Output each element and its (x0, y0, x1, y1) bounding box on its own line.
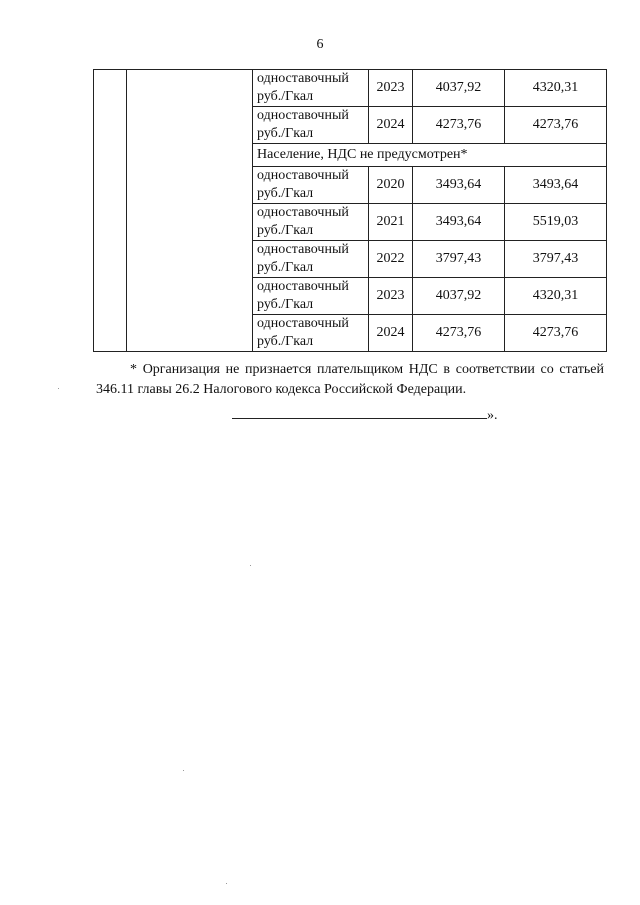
unit-cell: одноставочный руб./Гкал (253, 107, 369, 144)
section-title: Население, НДС не предусмотрен* (253, 144, 607, 167)
year-cell: 2021 (369, 204, 413, 241)
unit-cell: одноставочный руб./Гкал (253, 278, 369, 315)
organization-cell (127, 70, 253, 352)
closing-line (232, 404, 498, 424)
tariff-second-half-cell: 3493,64 (505, 167, 607, 204)
unit-cell: одноставочный руб./Гкал (253, 315, 369, 352)
tariff-second-half-cell: 4273,76 (505, 107, 607, 144)
year-cell: 2020 (369, 167, 413, 204)
year-cell: 2022 (369, 241, 413, 278)
closing-mark: ». (487, 408, 498, 423)
closing-rule (232, 404, 487, 419)
scan-speck (183, 770, 184, 771)
number-cell (94, 70, 127, 352)
scan-speck (226, 883, 227, 884)
tariff-second-half-cell: 4320,31 (505, 70, 607, 107)
year-cell: 2023 (369, 70, 413, 107)
tariff-table (93, 69, 607, 352)
tariff-first-half-cell: 4273,76 (413, 107, 505, 144)
unit-cell: одноставочный руб./Гкал (253, 70, 369, 107)
page-number: 6 (316, 37, 324, 52)
year-cell: 2023 (369, 278, 413, 315)
tariff-first-half-cell: 3493,64 (413, 167, 505, 204)
tariff-second-half-cell: 5519,03 (505, 204, 607, 241)
year-cell: 2024 (369, 315, 413, 352)
tariff-second-half-cell: 4320,31 (505, 278, 607, 315)
footnote: * Организация не признается плательщиком НДС в соответствии со статьей 346.11 главы 26.2 Налогового кодекса Российской Федерации. (96, 362, 604, 397)
tariff-first-half-cell: 3797,43 (413, 241, 505, 278)
tariff-first-half-cell: 4037,92 (413, 70, 505, 107)
tariff-first-half-cell: 4037,92 (413, 278, 505, 315)
scan-speck (58, 388, 59, 389)
unit-cell: одноставочный руб./Гкал (253, 241, 369, 278)
year-cell: 2024 (369, 107, 413, 144)
tariff-first-half-cell: 3493,64 (413, 204, 505, 241)
tariff-second-half-cell: 4273,76 (505, 315, 607, 352)
table-row (94, 70, 607, 107)
tariff-first-half-cell: 4273,76 (413, 315, 505, 352)
tariff-second-half-cell: 3797,43 (505, 241, 607, 278)
scan-speck (250, 565, 251, 566)
unit-cell: одноставочный руб./Гкал (253, 167, 369, 204)
unit-cell: одноставочный руб./Гкал (253, 204, 369, 241)
